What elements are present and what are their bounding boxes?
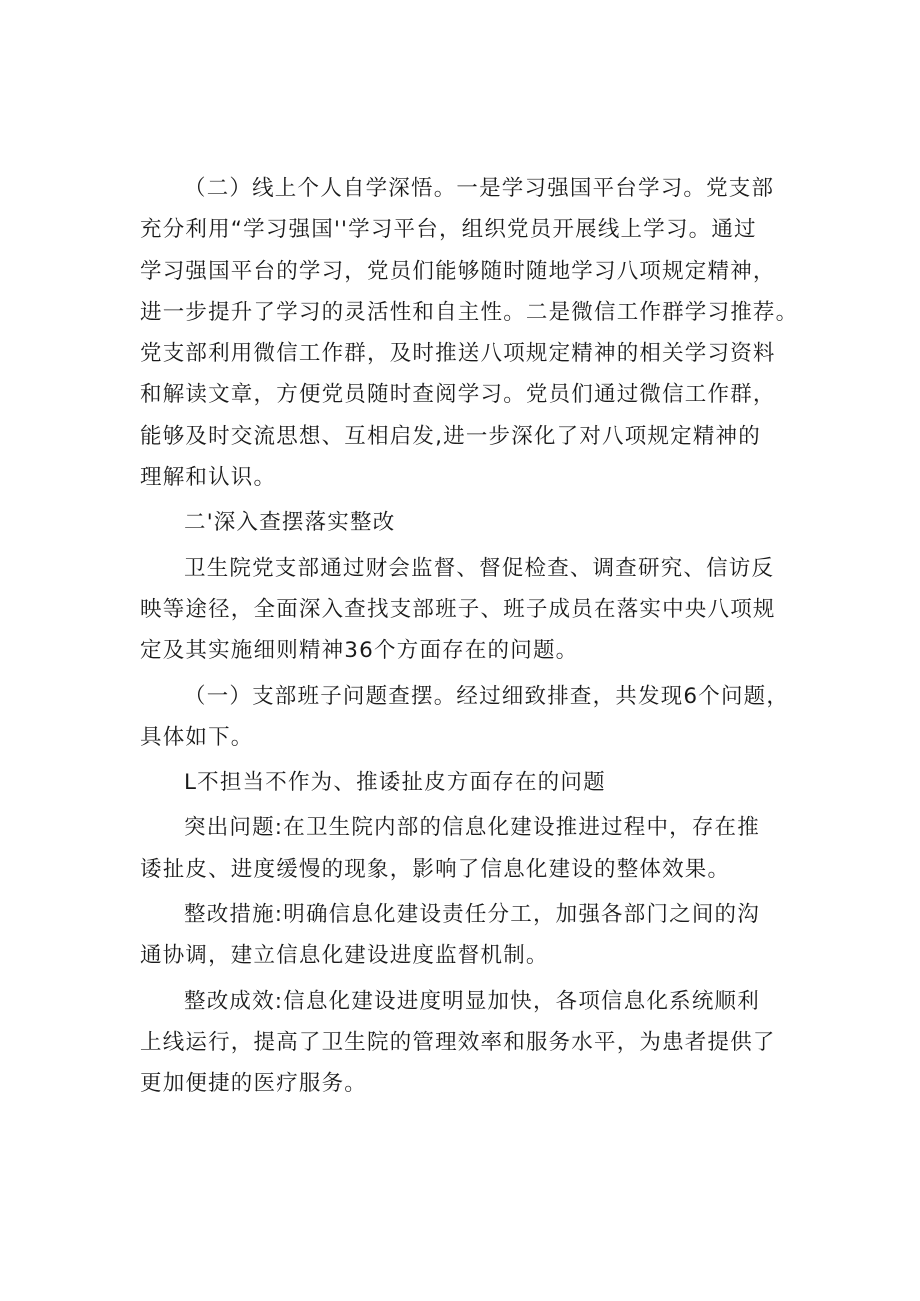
paragraph-online-study	[140, 168, 799, 498]
text-line: 充分利用“学习强国''学习平台，组织党员开展线上学习。通过	[140, 217, 757, 243]
issue-heading	[140, 762, 790, 803]
text-line: L不担当不作为、推诿扯皮方面存在的问题	[184, 770, 606, 796]
text-line: （一）支部班子问题查摆。经过细致排查，共发现6个问题，	[184, 683, 790, 709]
text-line: 诿扯皮、进度缓慢的现象，影响了信息化建设的整体效果。	[140, 856, 731, 882]
text-line: 上线运行，提高了卫生院的管理效率和服务水平，为患者提供了	[140, 1029, 776, 1055]
paragraph-measures	[140, 894, 790, 977]
text-line: 映等途径，全面深入查找支部班子、班子成员在落实中央八项规	[140, 596, 776, 622]
text-line: 进一步提升了学习的灵活性和自主性。二是微信工作群学习推荐。	[140, 299, 799, 325]
document-body	[140, 168, 799, 1105]
text-line: （二）线上个人自学深悟。一是学习强国平台学习。党支部	[184, 176, 775, 201]
text-line: 和解读文章，方便党员随时查阅学习。党员们通过微信工作群，	[140, 382, 776, 408]
paragraph-prominent-problem	[140, 807, 790, 890]
text-line: 理解和认识。	[140, 465, 277, 491]
heading-text: 二'深入查摆落实整改	[184, 510, 396, 536]
text-line: 更加便捷的医疗服务。	[140, 1071, 368, 1097]
text-line: 整改措施:明确信息化建设责任分工，加强各部门之间的沟	[184, 902, 760, 928]
paragraph-results	[140, 981, 790, 1105]
text-line: 学习强国平台的学习，党员们能够随时随地学习八项规定精神，	[140, 258, 776, 284]
text-line: 整改成效:信息化建设进度明显加快，各项信息化系统顺利	[184, 988, 760, 1014]
paragraph-team-issues	[140, 676, 790, 759]
text-line: 突出问题:在卫生院内部的信息化建设推进过程中，存在推	[184, 815, 760, 841]
text-line: 具体如下。	[140, 724, 254, 750]
text-line: 通协调，建立信息化建设进度监督机制。	[140, 943, 549, 969]
paragraph-intro	[140, 548, 790, 672]
text-line: 能够及时交流思想、互相启发,进一步深化了对八项规定精神的	[140, 423, 761, 449]
text-line: 定及其实施细则精神36个方面存在的问题。	[140, 638, 579, 664]
text-line: 党支部利用微信工作群，及时推送八项规定精神的相关学习资料	[140, 341, 776, 367]
section-heading	[140, 502, 790, 543]
text-line: 卫生院党支部通过财会监督、督促检查、调查研究、信访反	[184, 555, 775, 581]
